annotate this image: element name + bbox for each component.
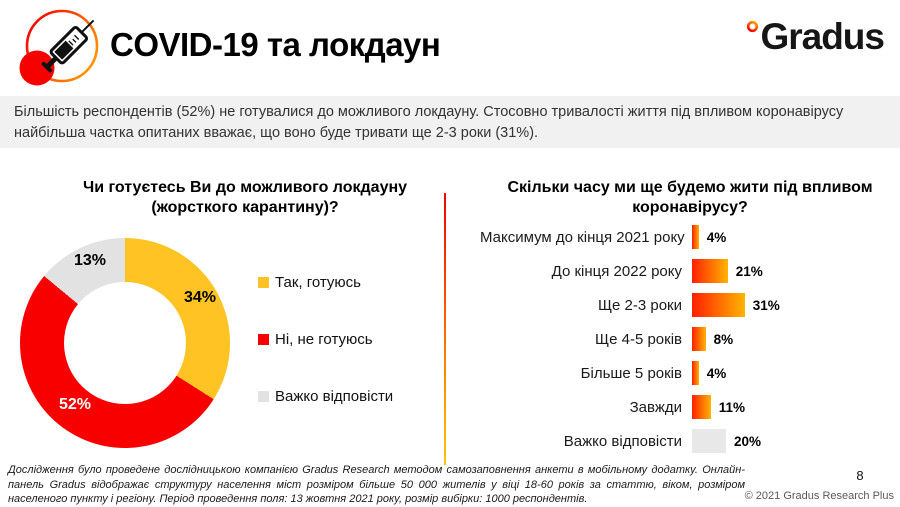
bar-fill (692, 327, 706, 351)
donut-chart (20, 238, 230, 448)
page-number: 8 (856, 468, 864, 483)
bar-category-label: Максимум до кінця 2021 року (480, 228, 685, 246)
methodology-note: Дослідження було проведене дослідницькою компанією Gradus Research методом самозаповнення анкети в мобільному додатку. Онлайн-панель Gradus відображає структуру населення міст розміром більше 50 000 жителів у віці 18-60 років за статтю, віком, розміром населеного пункту і регіону. Період проведення поля: 13 жовтня 2021 року, розмір вибірки: 1000 респондентів. (8, 464, 745, 506)
bar-fill (692, 395, 711, 419)
gradus-logo-text: Gradus (760, 16, 884, 57)
bar-value-label: 4% (706, 229, 727, 245)
donut-hole (64, 282, 186, 404)
bar-fill (692, 259, 728, 283)
bar-category-label: Більше 5 років (580, 364, 682, 382)
donut-value-no: 52% (58, 396, 92, 413)
bar-value-label: 4% (706, 365, 727, 381)
legend-label: Важко відповісти (275, 387, 394, 405)
bar-row (480, 424, 900, 458)
gradus-logo (746, 16, 884, 58)
legend-swatch (258, 277, 269, 288)
bar-category-label: До кінця 2022 року (551, 262, 682, 280)
donut-value-hard-to-say: 13% (73, 252, 107, 269)
bar-category-label: Ще 4-5 років (595, 330, 682, 348)
legend-swatch (258, 334, 269, 345)
bar-fill (692, 225, 699, 249)
bar-chart (480, 220, 900, 458)
bar-value-label: 20% (734, 433, 762, 449)
donut-chart-title: Чи готуєтесь Ви до можливого локдауну (жорсткого карантину)? (82, 179, 408, 216)
bar-row (480, 288, 900, 322)
header (0, 0, 900, 96)
page-title: COVID-19 та локдаун (110, 26, 441, 63)
section-divider (444, 193, 446, 465)
donut-legend (258, 272, 393, 443)
syringe-icon (16, 4, 104, 92)
bar-fill (692, 429, 726, 453)
bar-value-label: 11% (718, 399, 745, 415)
bar-chart-title: Скільки часу ми ще будемо жити під впливом коронавірусу? (507, 179, 873, 216)
bar-category-label: Завжди (629, 398, 682, 416)
bar-category-label: Ще 2-3 роки (597, 296, 682, 314)
bar-row (480, 254, 900, 288)
copyright: © 2021 Gradus Research Plus (744, 490, 894, 502)
legend-swatch (258, 391, 269, 402)
legend-label: Так, готуюсь (275, 273, 361, 291)
bar-category-label: Важко відповісти (563, 432, 682, 450)
bar-row (480, 220, 900, 254)
bar-fill (692, 293, 745, 317)
legend-item (258, 329, 393, 349)
legend-item (258, 272, 393, 292)
bar-row (480, 390, 900, 424)
summary-banner: Більшість респондентів (52%) не готувалися до можливого локдауну. Стосовно тривалості життя під впливом коронавірусу найбільша частка опитаних вважає, що воно буде тривати ще 2-3 роки (31%). (0, 96, 900, 148)
bar-value-label: 31% (752, 297, 780, 313)
gradus-logo-ring-icon (746, 20, 759, 33)
legend-item (258, 386, 393, 406)
bar-value-label: 8% (713, 331, 734, 347)
bar-row (480, 356, 900, 390)
legend-label: Ні, не готуюсь (275, 330, 373, 348)
donut-value-yes: 34% (183, 289, 217, 306)
bar-row (480, 322, 900, 356)
bar-fill (692, 361, 699, 385)
bar-value-label: 21% (735, 263, 763, 279)
